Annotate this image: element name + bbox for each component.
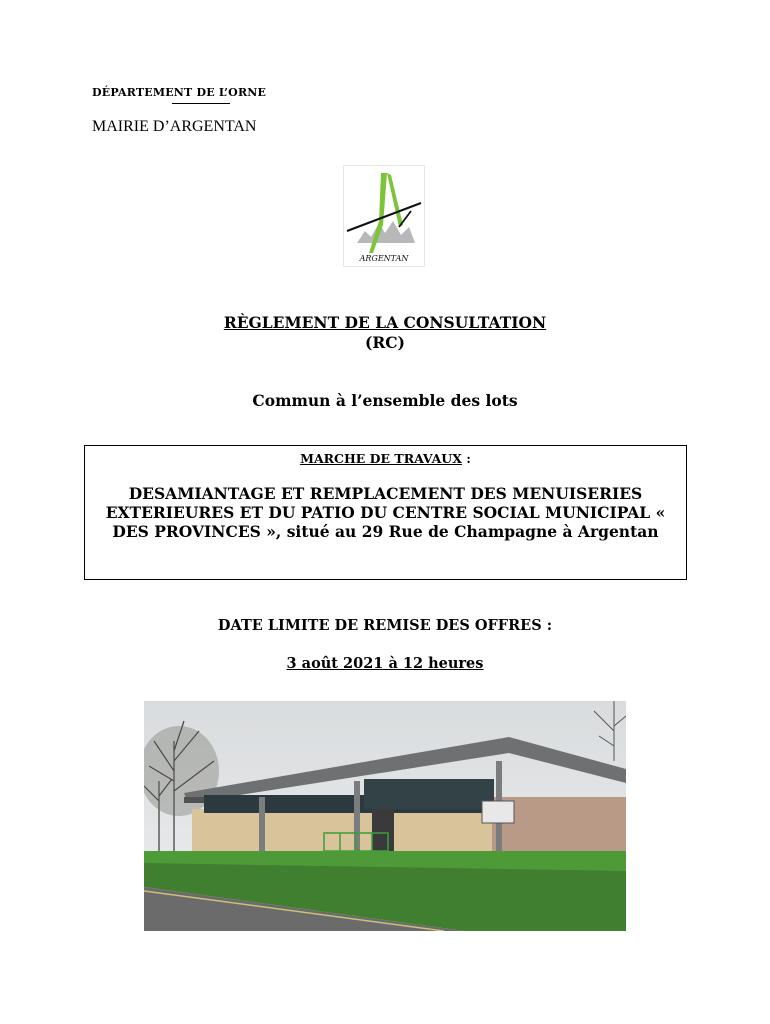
document-abbreviation: (RC) (365, 333, 405, 352)
market-box (84, 445, 687, 580)
market-description: DESAMIANTAGE ET REMPLACEMENT DES MENUISERIES EXTERIEURES ET DU PATIO DU CENTRE SOCIAL MUNICIPAL « DES PROVINCES », situé au 29 Rue de Champagne à Argentan (105, 484, 666, 541)
department-heading: DÉPARTEMENT DE L’ORNE (92, 86, 267, 99)
header-separator (172, 103, 230, 104)
deadline-date: 3 août 2021 à 12 heures (286, 655, 484, 672)
document-title: RÈGLEMENT DE LA CONSULTATION (223, 313, 547, 332)
building-photo-icon (144, 701, 626, 931)
market-label-suffix: : (461, 451, 471, 466)
deadline-label: DATE LIMITE DE REMISE DES OFFRES : (217, 617, 553, 634)
market-label (85, 451, 686, 466)
document-scope: Commun à l’ensemble des lots (252, 391, 518, 410)
building-photo (144, 701, 626, 931)
argentan-logo-icon (343, 165, 425, 267)
market-type: MARCHE DE TRAVAUX (300, 451, 462, 466)
logo-text: ARGENTAN (359, 254, 409, 263)
mairie-heading: MAIRIE D’ARGENTAN (92, 118, 257, 135)
argentan-logo (343, 165, 425, 267)
